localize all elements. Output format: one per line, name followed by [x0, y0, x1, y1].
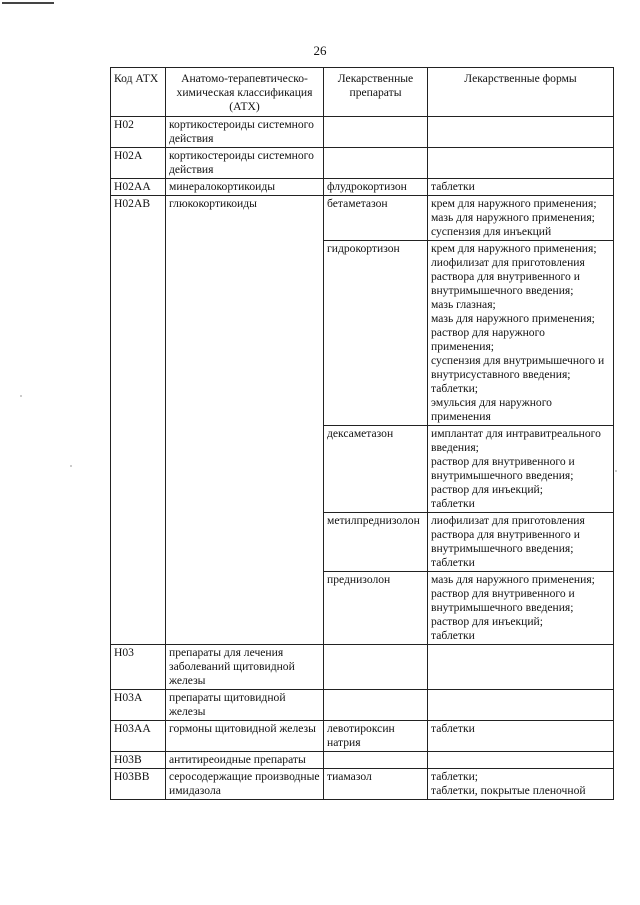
row-class: кортикостероиды системного действия — [166, 148, 324, 179]
table-row — [111, 645, 614, 690]
scan-speck — [70, 465, 72, 467]
row-drug: метилпреднизолон — [324, 513, 428, 572]
row-class: серосодержащие производные имидазола — [166, 769, 324, 800]
row-class: препараты щитовидной железы — [166, 690, 324, 721]
row-code: H03BB — [111, 769, 166, 800]
table-row — [111, 690, 614, 721]
table-row — [111, 179, 614, 196]
row-forms: таблетки; таблетки, покрытые пленочной — [428, 769, 614, 800]
row-drug: левотироксин натрия — [324, 721, 428, 752]
row-forms: крем для наружного применения; лиофилизат для приготовления раствора для внутривенного и внутримышечного введения; мазь глазная; мазь для наружного применения; раствор для наружного применения; суспензия для внутримышечного и внутрисуставного введения; таблетки; эмульсия для наружного применения — [428, 241, 614, 426]
row-code: H03A — [111, 690, 166, 721]
row-drug — [324, 148, 428, 179]
row-forms — [428, 645, 614, 690]
row-drug: флудрокортизон — [324, 179, 428, 196]
atx-table — [110, 67, 614, 800]
table-row — [111, 721, 614, 752]
row-drug: дексаметазон — [324, 426, 428, 513]
row-drug — [324, 690, 428, 721]
row-forms — [428, 690, 614, 721]
row-drug: преднизолон — [324, 572, 428, 645]
row-drug: тиамазол — [324, 769, 428, 800]
row-code: H03B — [111, 752, 166, 769]
table-row — [111, 752, 614, 769]
row-drug: бетаметазон — [324, 196, 428, 241]
row-class: препараты для лечения заболеваний щитовидной железы — [166, 645, 324, 690]
row-class: минералокортикоиды — [166, 179, 324, 196]
row-code: H02AB — [111, 196, 166, 645]
top-edge-line — [2, 2, 54, 4]
row-class: кортикостероиды системного действия — [166, 117, 324, 148]
row-class: антитиреоидные препараты — [166, 752, 324, 769]
row-drug — [324, 117, 428, 148]
table-row — [111, 196, 614, 241]
row-class: глюкокортикоиды — [166, 196, 324, 645]
row-code: H02AA — [111, 179, 166, 196]
header-drugs: Лекарственные препараты — [324, 68, 428, 117]
row-forms — [428, 148, 614, 179]
header-forms: Лекарственные формы — [428, 68, 614, 117]
header-classification: Анатомо-терапевтическо-химическая классификация (АТХ) — [166, 68, 324, 117]
row-drug — [324, 752, 428, 769]
row-code: H02 — [111, 117, 166, 148]
header-code: Код АТХ — [111, 68, 166, 117]
row-drug: гидрокортизон — [324, 241, 428, 426]
row-code: H03AA — [111, 721, 166, 752]
row-code: H02A — [111, 148, 166, 179]
row-forms: имплантат для интравитреального введения; раствор для внутривенного и внутримышечного введения; раствор для инъекций; таблетки — [428, 426, 614, 513]
row-forms — [428, 117, 614, 148]
page-number: 26 — [313, 43, 327, 58]
row-class: гормоны щитовидной железы — [166, 721, 324, 752]
row-forms: таблетки — [428, 179, 614, 196]
scan-speck — [20, 395, 22, 397]
row-forms: крем для наружного применения; мазь для наружного применения; суспензия для инъекций — [428, 196, 614, 241]
row-forms — [428, 752, 614, 769]
row-drug — [324, 645, 428, 690]
row-forms: мазь для наружного применения; раствор для внутривенного и внутримышечного введения; раствор для инъекций; таблетки — [428, 572, 614, 645]
row-forms: таблетки — [428, 721, 614, 752]
row-forms: лиофилизат для приготовления раствора для внутривенного и внутримышечного введения; таблетки — [428, 513, 614, 572]
table-row — [111, 769, 614, 800]
table-row — [111, 148, 614, 179]
table-header-row — [111, 68, 614, 117]
table-row — [111, 117, 614, 148]
scan-speck — [615, 470, 617, 472]
row-code: H03 — [111, 645, 166, 690]
